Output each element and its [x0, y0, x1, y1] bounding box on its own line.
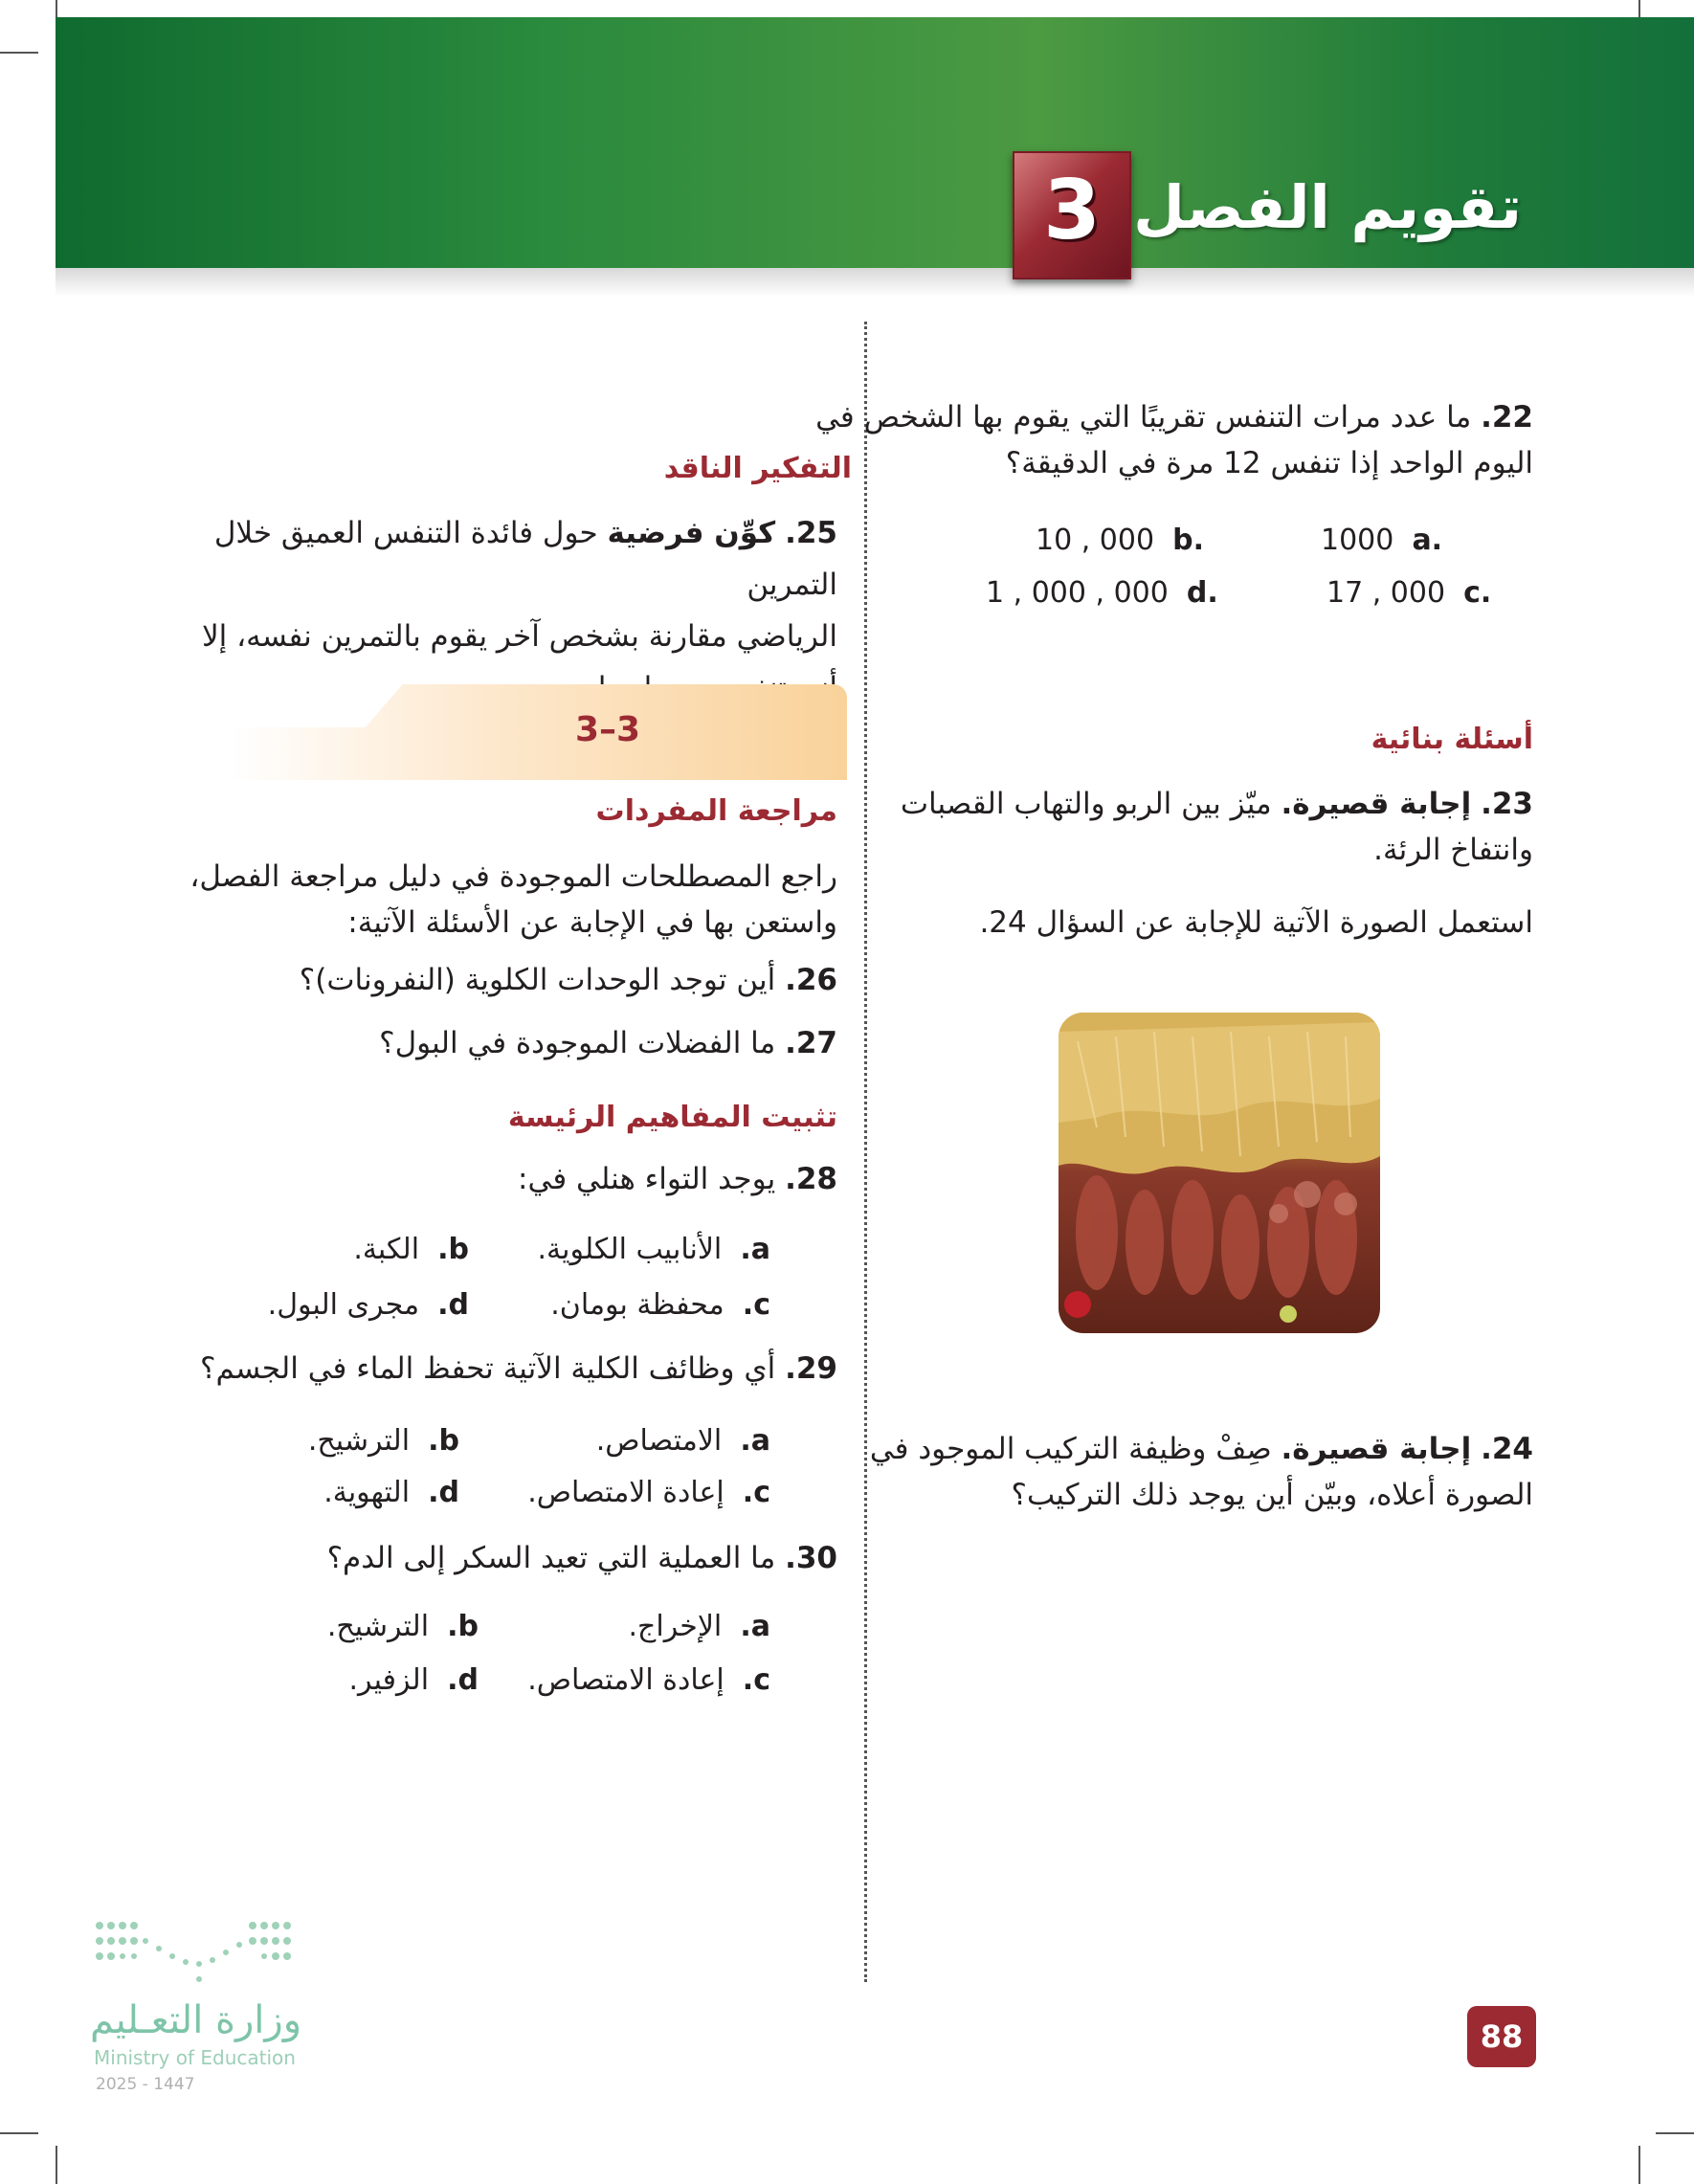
question-number: 24.: [1481, 1432, 1533, 1466]
option-letter: a.: [740, 1610, 770, 1643]
vocabulary-instructions: [167, 854, 837, 946]
key-concepts-heading: تثبيت المفاهيم الرئيسة: [507, 1101, 837, 1134]
crop-mark: [0, 2132, 38, 2134]
question-text: اليوم الواحد إذا تنفس 12 مرة في الدقيقة؟: [1005, 446, 1533, 480]
option-d: [986, 574, 1218, 613]
option-letter: c.: [742, 1288, 770, 1322]
option-a: [596, 1422, 770, 1460]
option-c: [527, 1474, 770, 1512]
option-text: الامتصاص.: [595, 1424, 723, 1458]
question-text: حول فائدة التنفس العميق خلال التمرين: [213, 516, 837, 602]
question-text: صِفْ وظيفة التركيب الموجود في: [869, 1432, 1272, 1466]
option-a: [537, 1231, 770, 1269]
option-letter: d.: [437, 1288, 469, 1322]
question-30: [167, 1535, 837, 1581]
crop-mark: [1638, 2146, 1640, 2184]
option-letter: c.: [742, 1663, 770, 1697]
question-text: أي وظائف الكلية الآتية تحفظ الماء في الجسم؟: [200, 1351, 776, 1386]
question-text: يوجد التواء هنلي في:: [518, 1162, 776, 1196]
question-number: 27.: [785, 1026, 837, 1060]
option-text: الترشيح.: [326, 1610, 430, 1643]
option-d: [349, 1661, 479, 1700]
option-b: [353, 1231, 469, 1269]
option-a: [1321, 522, 1442, 560]
question-number: 29.: [785, 1351, 837, 1386]
option-d: [268, 1286, 469, 1325]
section-number: 3–3: [574, 710, 641, 749]
question-number: 22.: [1481, 400, 1533, 435]
question-number: 25.: [785, 516, 837, 550]
question-23: [815, 781, 1533, 873]
vocabulary-review-heading: مراجعة المفردات: [595, 794, 837, 828]
option-letter: a.: [740, 1424, 770, 1458]
option-letter: b.: [1172, 524, 1204, 557]
option-text: 1000: [1321, 524, 1394, 557]
option-text: محفظة بومان.: [550, 1288, 724, 1322]
option-text: الترشيح.: [307, 1424, 411, 1458]
question-label: إجابة قصيرة.: [1281, 787, 1472, 821]
option-letter: a.: [1412, 524, 1443, 557]
option-text: الأنابيب الكلوية.: [537, 1233, 723, 1266]
constructed-questions-heading: أسئلة بنائية: [1371, 723, 1533, 756]
question-text: الصورة أعلاه، وبيّن أين يوجد ذلك التركيب؟: [1011, 1478, 1533, 1512]
option-text: الكبة.: [353, 1233, 420, 1266]
ministry-year: 2025 - 1447: [96, 2075, 195, 2094]
option-text: مجرى البول.: [267, 1288, 420, 1322]
question-number: 26.: [785, 963, 837, 997]
chapter-title: تقويم الفصل: [1133, 172, 1522, 242]
option-letter: c.: [1463, 576, 1492, 610]
question-number: 30.: [785, 1541, 837, 1575]
option-text: الإخراج.: [628, 1610, 723, 1643]
crop-mark: [0, 52, 38, 54]
question-text: ما عدد مرات التنفس تقريبًا التي يقوم بها الشخص في: [815, 400, 1472, 435]
question-number: 28.: [785, 1162, 837, 1196]
ministry-logo-dots: [92, 1918, 302, 1989]
question-26: [167, 957, 837, 1003]
image-instruction: استعمل الصورة الآتية للإجابة عن السؤال 24.: [979, 905, 1533, 940]
page-number: 88: [1480, 2018, 1524, 2055]
option-text: إعادة الامتصاص.: [527, 1476, 724, 1509]
cilia-microscope-image: [1059, 1013, 1380, 1333]
option-c: [1326, 574, 1491, 613]
option-text: 1 , 000 , 000: [986, 576, 1169, 610]
option-b: [327, 1608, 479, 1646]
chapter-number: 3: [1043, 163, 1101, 258]
critical-thinking-heading: التفكير الناقد: [663, 452, 852, 485]
column-divider: [864, 322, 867, 1982]
option-letter: c.: [742, 1476, 770, 1509]
question-text: ما الفضلات الموجودة في البول؟: [379, 1026, 776, 1060]
option-c: [527, 1661, 770, 1700]
header-shadow: [56, 268, 1694, 297]
question-text: ما العملية التي تعيد السكر إلى الدم؟: [326, 1541, 776, 1575]
question-24: [815, 1426, 1533, 1518]
question-25: [167, 507, 837, 714]
option-letter: a.: [740, 1233, 770, 1266]
option-text: التهوية.: [323, 1476, 411, 1509]
option-letter: b.: [447, 1610, 479, 1643]
option-c: [550, 1286, 770, 1325]
crop-mark: [56, 2146, 57, 2184]
instruction-text: راجع المصطلحات الموجودة في دليل مراجعة الفصل،: [189, 859, 837, 894]
ministry-name-arabic: وزارة التعـليم: [90, 1998, 302, 2042]
crop-mark: [1656, 2132, 1694, 2134]
option-letter: d.: [1186, 576, 1218, 610]
question-text: الرياضي مقارنة بشخص آخر يقوم بالتمرين نفسه، إلا: [201, 619, 837, 654]
option-text: 10 , 000: [1036, 524, 1155, 557]
question-number: 23.: [1481, 787, 1533, 821]
instruction-text: واستعن بها في الإجابة عن الأسئلة الآتية:: [347, 905, 837, 940]
option-letter: d.: [428, 1476, 459, 1509]
option-b: [308, 1422, 459, 1460]
question-text: وانتفاخ الرئة.: [1373, 833, 1533, 867]
question-27: [167, 1020, 837, 1066]
question-label: إجابة قصيرة.: [1281, 1432, 1472, 1466]
option-letter: d.: [447, 1663, 479, 1697]
question-22: [815, 394, 1533, 486]
option-text: الزفير.: [348, 1663, 430, 1697]
option-text: 17 , 000: [1326, 576, 1446, 610]
question-29: [167, 1346, 837, 1392]
option-b: [1036, 522, 1204, 560]
question-text: ميّز بين الربو والتهاب القصبات: [900, 787, 1272, 821]
chapter-number-badge: [1013, 151, 1131, 279]
ministry-name-english: Ministry of Education: [94, 2046, 296, 2069]
option-text: إعادة الامتصاص.: [527, 1663, 724, 1697]
question-28: [167, 1156, 837, 1202]
option-d: [323, 1474, 459, 1512]
option-letter: b.: [428, 1424, 459, 1458]
option-letter: b.: [437, 1233, 469, 1266]
question-label: كوِّن فرضية: [607, 516, 776, 550]
question-text: أين توجد الوحدات الكلوية (النفرونات)؟: [299, 963, 776, 997]
option-a: [628, 1608, 770, 1646]
